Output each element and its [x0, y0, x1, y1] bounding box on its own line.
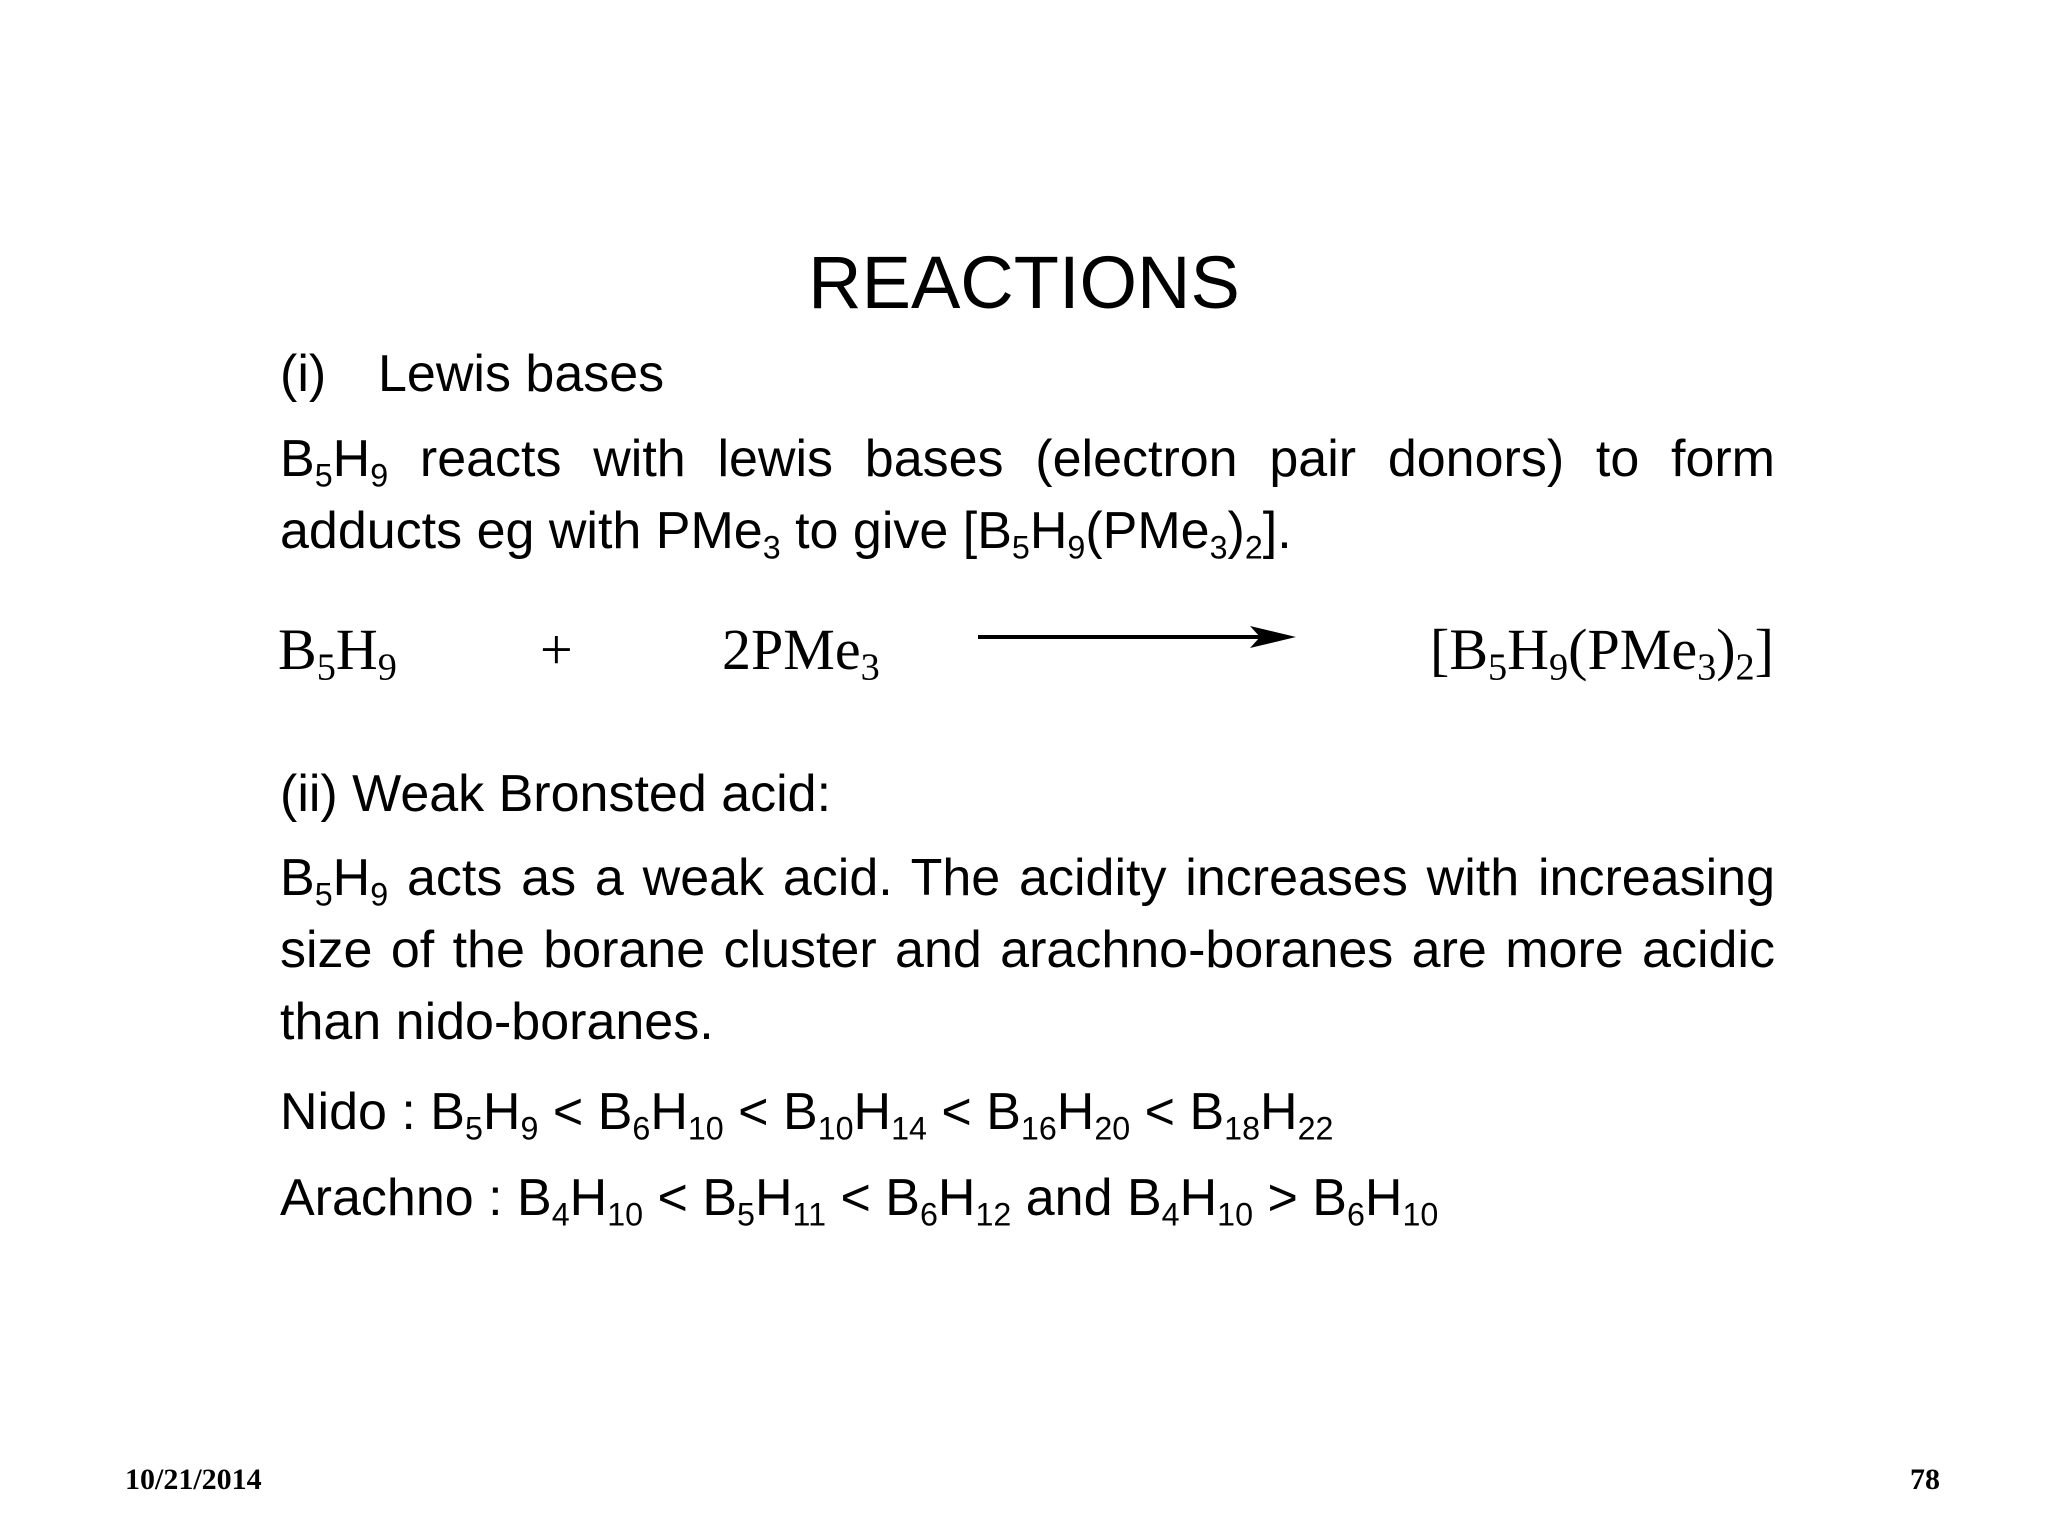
nido-label: Nido : — [280, 1083, 431, 1141]
formula-b5h9: $B_5H_9$ — [280, 849, 389, 913]
footer-page-number: 78 — [1910, 1463, 1940, 1496]
equation-plus-sign: + — [540, 617, 573, 682]
equation-reactant-pme3: 2PMe$_3$ — [722, 617, 880, 689]
paragraph-weak-acid: $B_5H_9$ acts as a weak acid. The acidity increases with increasing size of the borane cluster and arachno-boranes are more acidic than nido-boranes. — [280, 849, 1775, 1051]
section-heading-text: Lewis bases — [378, 345, 665, 403]
slide-title: REACTIONS — [808, 241, 1240, 324]
equation-product: $[B_5H_9(PMe_3)_2]$ — [1430, 617, 1774, 689]
paragraph-lewis-bases: $B_5H_9$ reacts with lewis bases (electron pair donors) to form adducts eg with PMe$_3$ to give $[B_5H_9(PMe_3)_2]$. — [280, 430, 1775, 566]
section-number: (i) — [280, 345, 327, 403]
footer-date: 10/21/2014 — [125, 1463, 262, 1496]
section-heading-weak-acid: (ii) Weak Bronsted acid: — [280, 765, 832, 823]
arachno-acidity-order: Arachno : $B_4H_{10} < B_5H_{11} < B_6H_{12}$ and $B_4H_{10} > B_6H_{10}$ — [280, 1169, 1439, 1233]
formula-b5h9: $B_5H_9$ — [280, 430, 389, 494]
nido-acidity-order: Nido : $B_5H_9 < B_6H_{10} < B_{10}H_{14} < B_{16}H_{20} < B_{18}H_{22}$ — [280, 1083, 1334, 1147]
section-heading-lewis-bases — [280, 338, 1775, 410]
reaction-arrow-icon — [978, 622, 1298, 652]
arachno-label: Arachno : — [280, 1169, 518, 1227]
equation-reactant-b5h9: $B_5H_9$ — [278, 617, 397, 689]
